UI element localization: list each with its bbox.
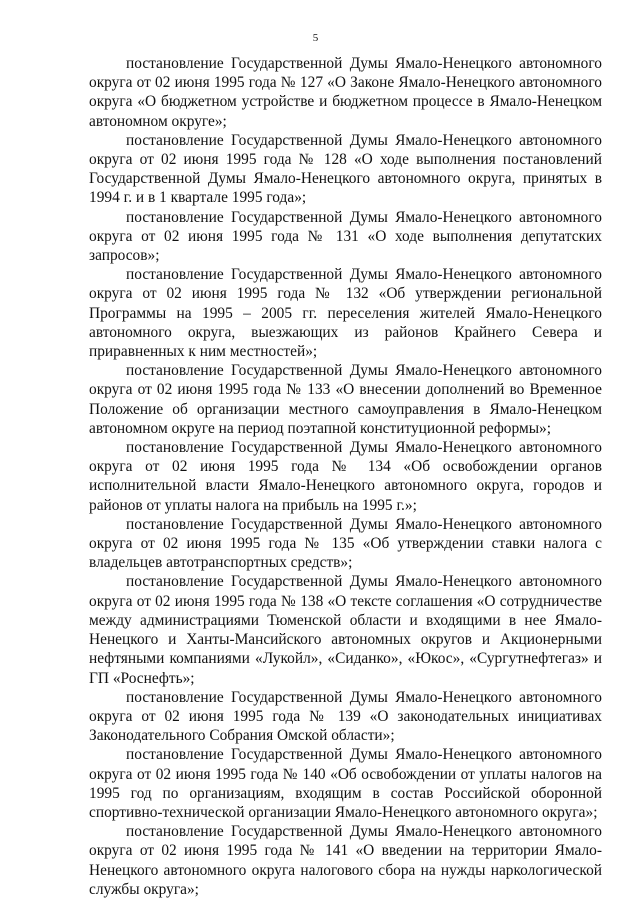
list-item-resolution-135: постановление Государственной Думы Ямало-Ненецкого автономного округа от 02 июня 1995 года № 135 «Об утверждении ставки налога с владельцев автотранспортных средств»; <box>89 515 602 572</box>
list-item-resolution-127: постановление Государственной Думы Ямало-Ненецкого автономного округа от 02 июня 1995 года № 127 «О Законе Ямало-Ненецкого автономного округа «О бюджетном устройстве и бюджетном процессе в Ямало-Ненецком автономном округе»; <box>89 55 602 130</box>
list-item-resolution-134: постановление Государственной Думы Ямало-Ненецкого автономного округа от 02 июня 1995 года № 134 «Об освобождении органов исполнительной власти Ямало-Ненецкого автономного округа, городов и районов от уплаты налога на прибыль на 1995 г.»; <box>89 439 602 514</box>
list-item-resolution-132: постановление Государственной Думы Ямало-Ненецкого автономного округа от 02 июня 1995 года № 132 «Об утверждении региональной Программы на 1995 – 2005 гг. переселения жителей Ямало-Ненецкого автономного округа, выезжающих из районов Крайнего Севера и приравненных к ним местностей»; <box>89 266 602 361</box>
list-item-resolution-131: постановление Государственной Думы Ямало-Ненецкого автономного округа от 02 июня 1995 года № 131 «О ходе выполнения депутатских запросов»; <box>89 208 602 265</box>
list-item-resolution-128: постановление Государственной Думы Ямало-Ненецкого автономного округа от 02 июня 1995 года № 128 «О ходе выполнения постановлений Государственной Думы Ямало-Ненецкого автономного округа, принятых в 1994 г. и в 1 квартале 1995 года»; <box>89 131 602 207</box>
document-body <box>89 54 602 899</box>
list-item-resolution-140: постановление Государственной Думы Ямало-Ненецкого автономного округа от 02 июня 1995 года № 140 «Об освобождении от уплаты налогов на 1995 год по организациям, входящим в состав Российской оборонной спортивно-технической организации Ямало-Ненецкого автономного округа»; <box>89 746 602 821</box>
list-item-resolution-141: постановление Государственной Думы Ямало-Ненецкого автономного округа от 02 июня 1995 года № 141 «О введении на территории Ямало-Ненецкого автономного округа налогового сбора на нужды наркологической службы округа»; <box>89 823 602 898</box>
list-item-resolution-133: постановление Государственной Думы Ямало-Ненецкого автономного округа от 02 июня 1995 года № 133 «О внесении дополнений во Временное Положение об организации местного самоуправления в Ямало-Ненецком автономном округе на период поэтапной конституционной реформы»; <box>89 362 602 437</box>
list-item-resolution-139: постановление Государственной Думы Ямало-Ненецкого автономного округа от 02 июня 1995 года № 139 «О законодательных инициативах Законодательного Собрания Омской области»; <box>89 688 602 745</box>
list-item-resolution-138: постановление Государственной Думы Ямало-Ненецкого автономного округа от 02 июня 1995 года № 138 «О тексте соглашения «О сотрудничестве между администрациями Тюменской области и входящими в нее Ямало-Ненецкого и Ханты-Мансийского автономных округов и Акционерными нефтяными компаниями «Лукойл», «Сиданко», «Юкос», «Сургутнефтегаз» и ГП «Роснефть»; <box>89 573 602 687</box>
page-number: 5 <box>312 32 319 44</box>
